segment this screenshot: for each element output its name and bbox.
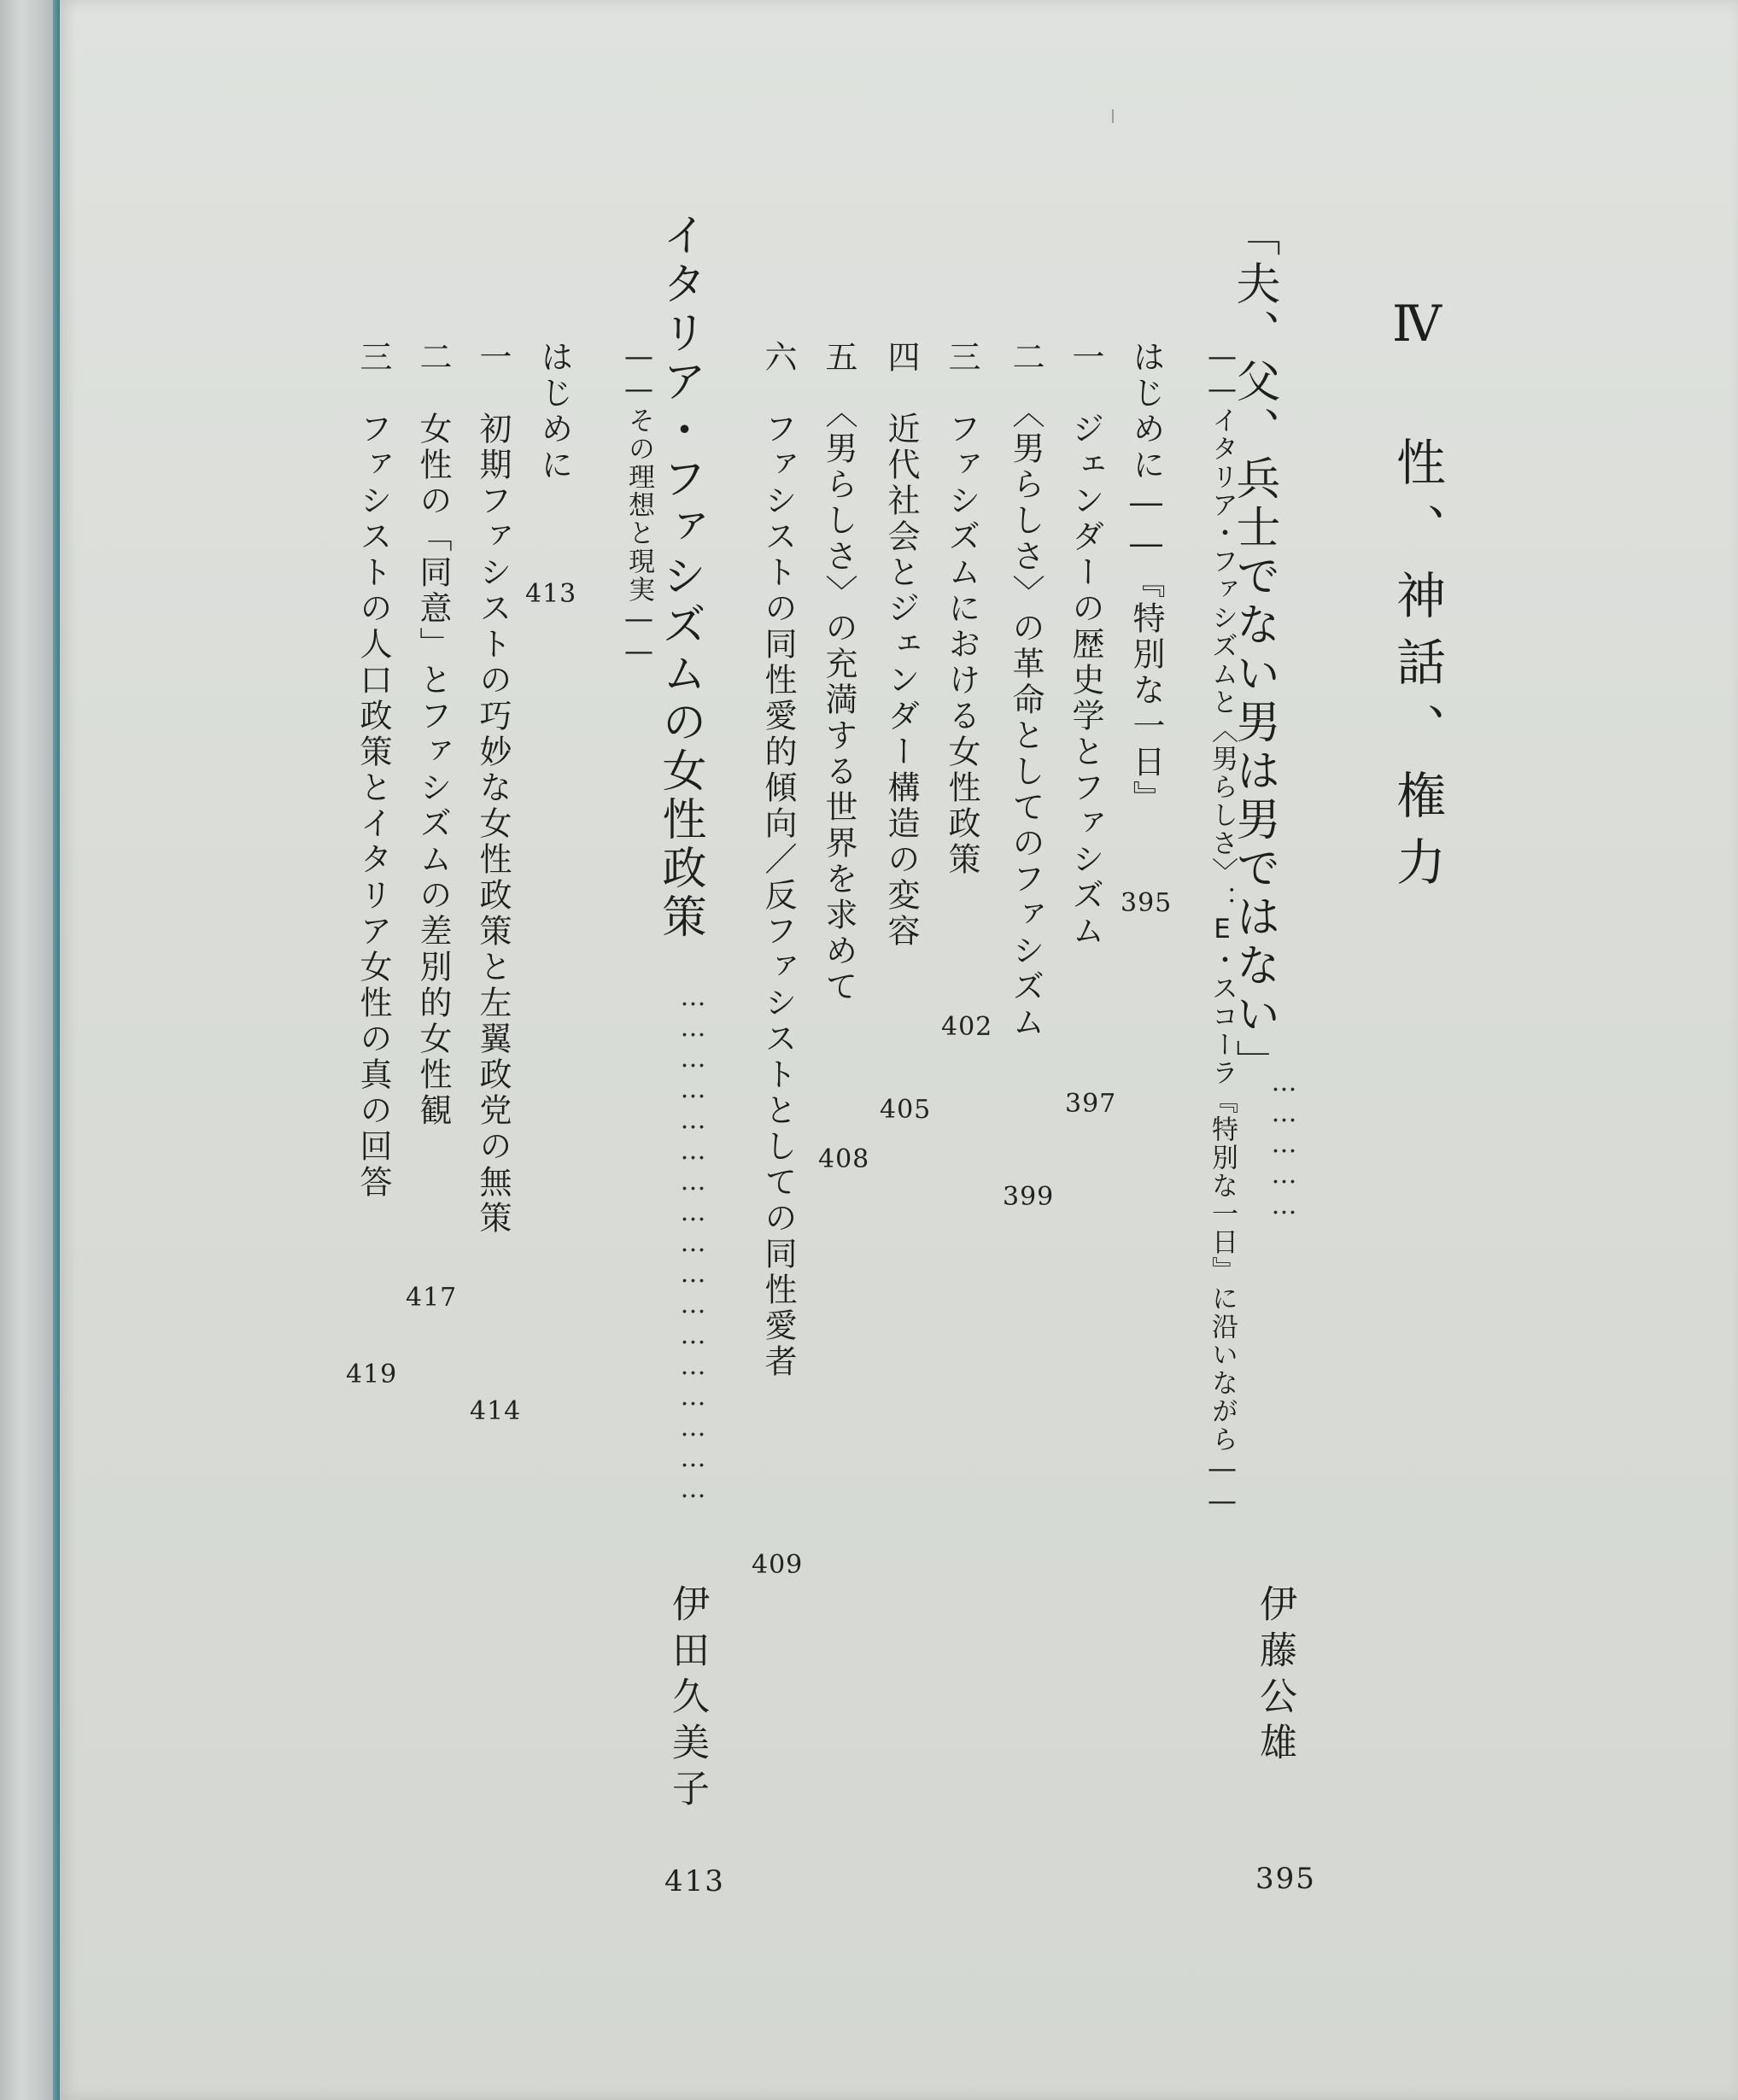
book-spine-edge <box>53 0 60 2100</box>
article-1-entry-5: 五 〈男らしさ〉の充満する世界を求めて <box>820 340 857 1005</box>
article-1-entry-5-page: 408 <box>818 1144 870 1174</box>
article-2-page: 413 <box>664 1864 725 1898</box>
article-1-entry-0: はじめに――『特別な一日』 <box>1127 340 1165 816</box>
article-2-subtitle: ――その理想と現実―― <box>623 342 654 669</box>
article-1-entry-1-page: 397 <box>1065 1089 1117 1119</box>
article-1-entry-2: 二 〈男らしさ〉の革命としてのファシズム <box>1007 340 1045 1041</box>
section-heading: Ⅳ 性、神話、権力 <box>1388 295 1446 903</box>
article-2-entry-2: 二 女性の「同意」とファシズムの差別的女性観 <box>414 340 452 1129</box>
article-1-entry-4: 四 近代社会とジェンダー構造の変容 <box>882 340 920 950</box>
article-1-entry-6: 六 ファシストの同性愛的傾向／反ファシストとしての同性愛者 <box>759 340 797 1380</box>
article-2-author: 伊田久美子 <box>665 1584 709 1815</box>
article-1-leader-dots: …………… <box>1269 1068 1299 1221</box>
article-1-entry-2-page: 399 <box>1003 1182 1055 1212</box>
article-2-entry-3: 三 ファシストの人口政策とイタリア女性の真の回答 <box>354 340 392 1201</box>
article-2-entry-1: 一 初期ファシストの巧妙な女性政策と左翼政党の無策 <box>474 340 512 1237</box>
article-2-entry-2-page: 417 <box>406 1283 458 1313</box>
page-mark <box>1112 109 1114 123</box>
article-1-entry-3-page: 402 <box>941 1012 993 1042</box>
article-2-entry-3-page: 419 <box>346 1360 398 1389</box>
article-2-leader-dots: …………………………………………… <box>678 982 708 1505</box>
article-2-entry-1-page: 414 <box>470 1396 522 1426</box>
article-1-entry-1: 一 ジェンダーの歴史学とファシズム <box>1067 340 1104 950</box>
article-1-entry-0-page: 395 <box>1121 888 1173 918</box>
article-1-title: 「夫、父、兵士でない男は男ではない」 <box>1228 212 1279 1088</box>
article-1-entry-4-page: 405 <box>880 1095 932 1125</box>
article-1-subtitle: ――イタリア・ファシズムと〈男らしさ〉：E・スコーラ『特別な一日』に沿いながら―― <box>1207 342 1238 1518</box>
article-2-entry-0-page: 413 <box>525 579 577 609</box>
article-2-entry-0: はじめに <box>535 340 573 483</box>
article-1-entry-6-page: 409 <box>752 1550 804 1580</box>
article-1-page: 395 <box>1255 1862 1316 1896</box>
article-1-entry-3: 三 ファシズムにおける女性政策 <box>943 340 980 878</box>
toc-page <box>60 0 1738 2100</box>
article-1-author: 伊藤公雄 <box>1253 1584 1296 1769</box>
article-2-title: イタリア・ファシズムの女性政策 <box>654 212 705 942</box>
